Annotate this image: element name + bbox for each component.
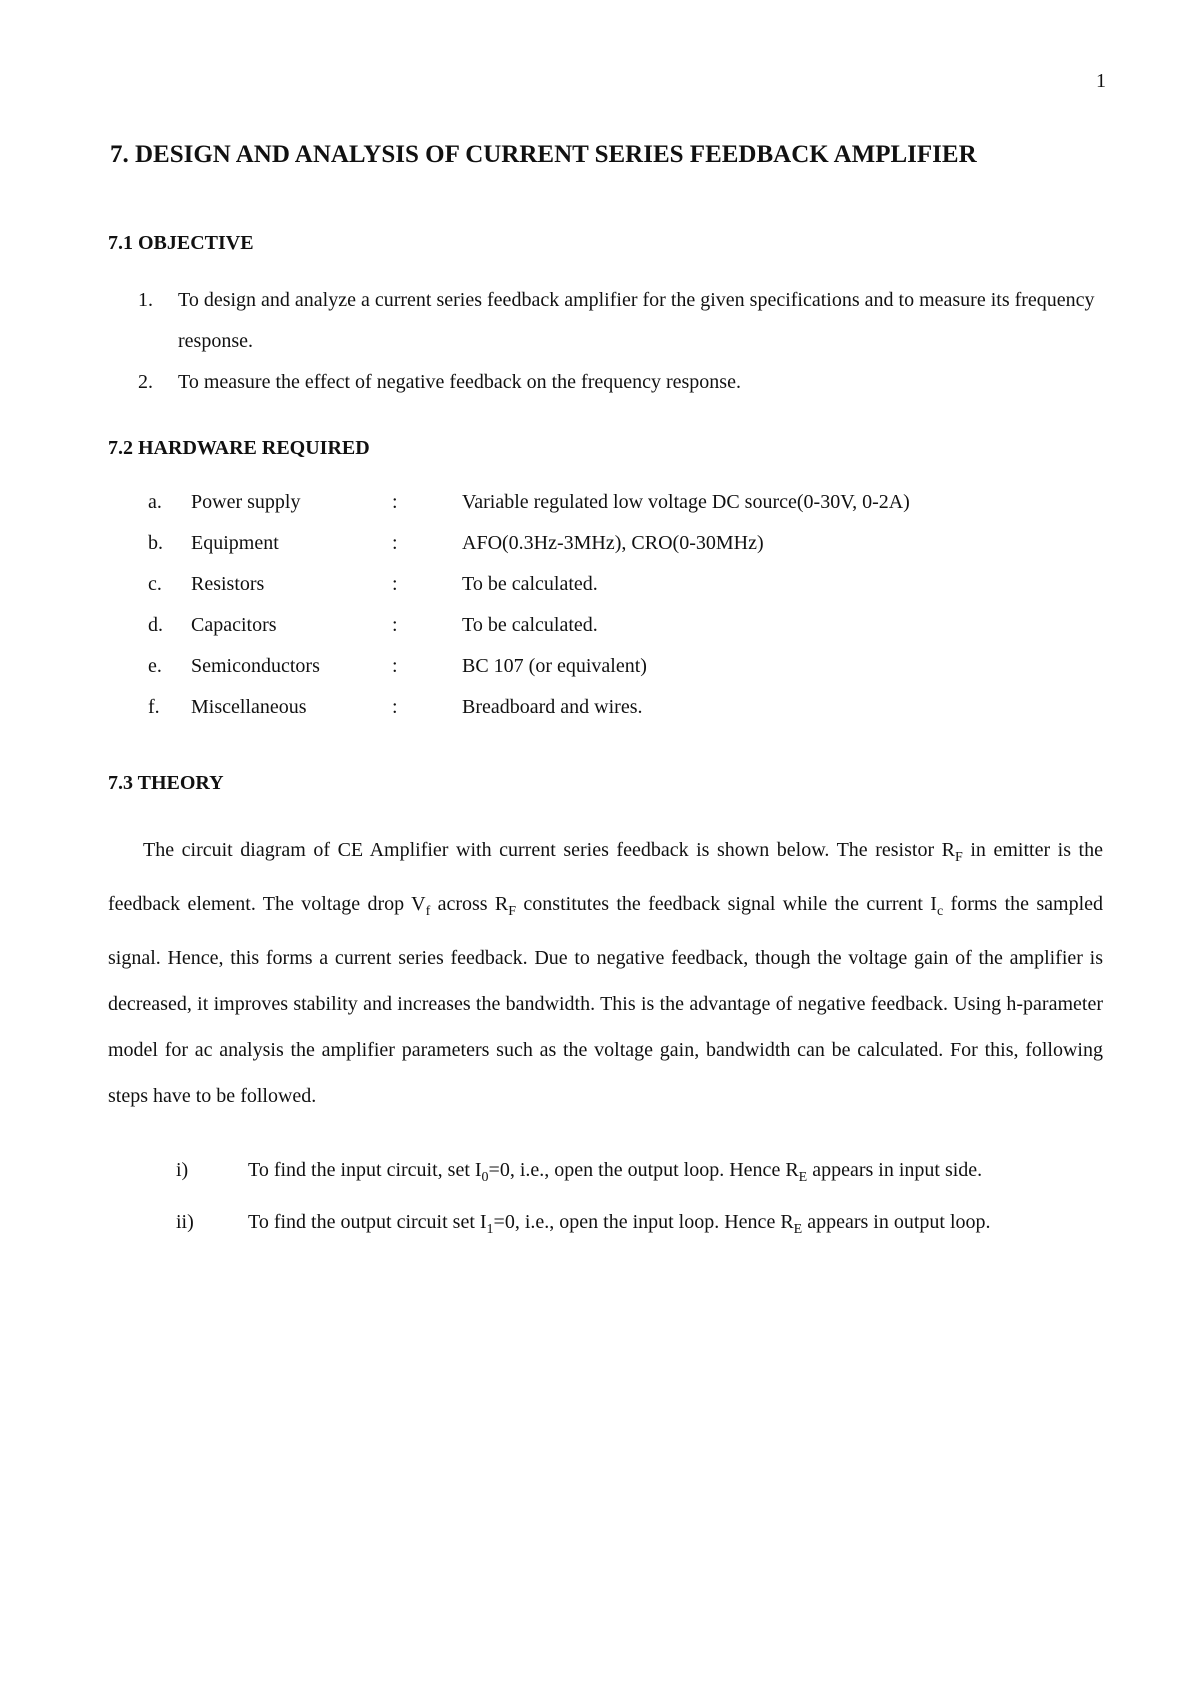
hardware-letter: d. [148,614,163,636]
theory-paragraph [108,827,1103,1119]
step-text: =0, i.e., open the output loop. Hence R [488,1159,799,1181]
hardware-row [148,696,1048,737]
step-text: appears in input side. [807,1159,983,1181]
subscript: 1 [486,1222,494,1237]
step-text: appears in output loop. [802,1211,991,1233]
section-heading-hardware: 7.2 HARDWARE REQUIRED [108,437,370,459]
step-text: To find the input circuit, set I [248,1159,482,1181]
step-label: ii) [176,1211,194,1233]
hardware-letter: f. [148,696,160,718]
step-text: To find the output circuit set I [248,1211,487,1233]
hardware-row [148,491,1048,532]
hardware-row [148,614,1048,655]
hardware-letter: c. [148,573,162,595]
subscript: E [793,1222,803,1237]
step-item [108,1202,1105,1250]
hardware-value: Variable regulated low voltage DC source(0-30V, 0-2A) [462,491,910,513]
hardware-name: Capacitors [191,614,277,636]
hardware-letter: a. [148,491,162,513]
hardware-name: Equipment [191,532,279,554]
hardware-row [148,532,1048,573]
step-item [108,1150,1105,1198]
hardware-colon: : [392,573,398,595]
section-heading-objective: 7.1 OBJECTIVE [108,232,254,254]
hardware-colon: : [392,614,398,636]
hardware-value: BC 107 (or equivalent) [462,655,647,677]
hardware-name: Semiconductors [191,655,320,677]
subscript: E [798,1170,808,1185]
hardware-value: AFO(0.3Hz-3MHz), CRO(0-30MHz) [462,532,764,554]
hardware-letter: e. [148,655,162,677]
objective-item [138,362,1098,403]
hardware-colon: : [392,696,398,718]
hardware-list [148,491,1048,737]
theory-text: constitutes the feedback signal while the current I [516,893,937,915]
section-heading-theory: 7.3 THEORY [108,772,224,794]
step-list [108,1150,1105,1254]
theory-text: across R [430,893,509,915]
objective-number: 2. [138,371,153,393]
hardware-name: Miscellaneous [191,696,307,718]
subscript: F [955,850,963,865]
theory-text: The circuit diagram of CE Amplifier with current series feedback is shown below. The resistor R [143,839,955,861]
page-title: 7. DESIGN AND ANALYSIS OF CURRENT SERIES FEEDBACK AMPLIFIER [110,141,977,168]
hardware-name: Power supply [191,491,301,513]
step-label: i) [176,1159,189,1181]
theory-text: in emitter is the feedback element. The voltage drop V [108,839,1103,915]
hardware-letter: b. [148,532,163,554]
hardware-value: To be calculated. [462,573,598,595]
hardware-value: Breadboard and wires. [462,696,643,718]
subscript: F [508,904,517,919]
step-text: =0, i.e., open the input loop. Hence R [493,1211,794,1233]
subscript: c [936,904,944,919]
objective-text: To design and analyze a current series feedback amplifier for the given specifications and to measure its frequency response. [178,289,1095,352]
subscript: 0 [481,1170,489,1185]
page-number: 1 [1096,70,1106,92]
objective-list [138,280,1098,403]
hardware-value: To be calculated. [462,614,598,636]
hardware-colon: : [392,655,398,677]
hardware-name: Resistors [191,573,265,595]
hardware-row [148,573,1048,614]
objective-text: To measure the effect of negative feedback on the frequency response. [178,371,741,393]
subscript: f [425,904,431,919]
hardware-colon: : [392,491,398,513]
objective-item [138,280,1098,362]
hardware-row [148,655,1048,696]
objective-number: 1. [138,289,153,311]
theory-text: forms the sampled signal. Hence, this forms a current series feedback. Due to negative feedback, though the voltage gain of the amplifier is decreased, it improves stability and increases the bandwidth. This is the advantage of negative feedback. Using h-parameter model for ac analysis the amplifier parameters such as the voltage gain, bandwidth can be calculated. For this, following steps have to be followed. [108,893,1104,1107]
hardware-colon: : [392,532,398,554]
